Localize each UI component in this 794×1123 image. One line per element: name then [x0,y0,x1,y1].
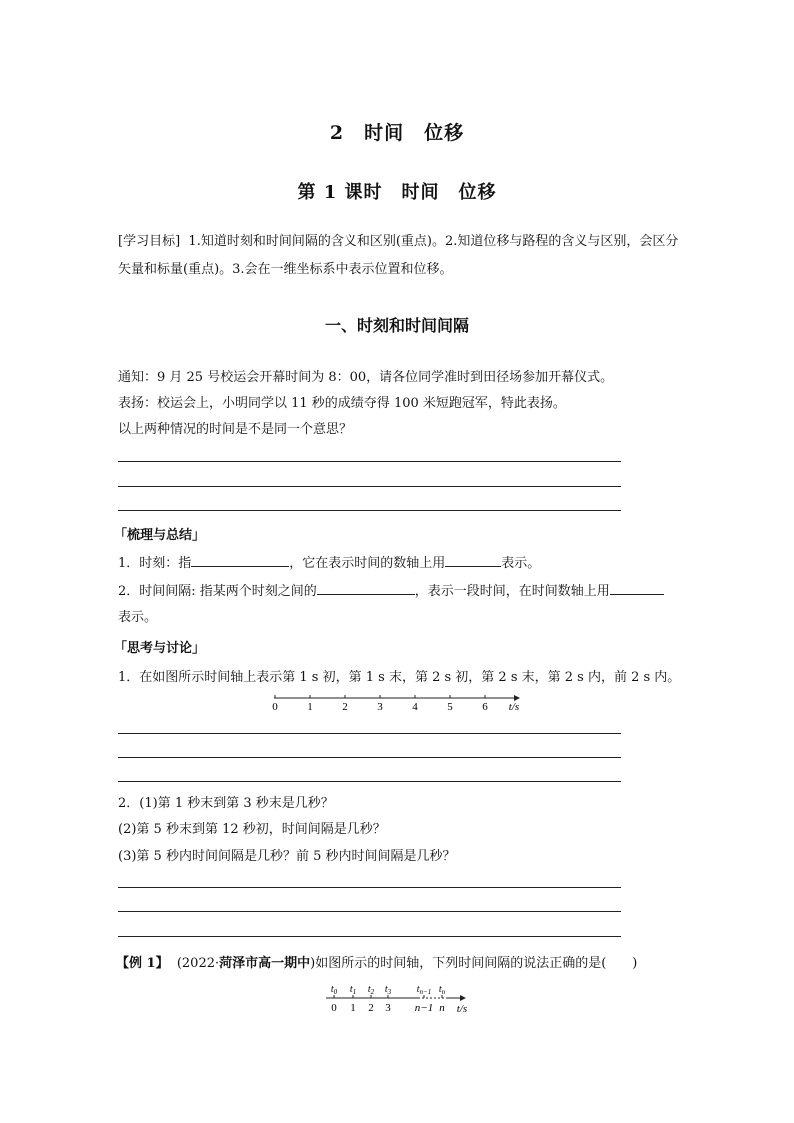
answer-line[interactable] [118,461,621,462]
axis-tick-label: 3 [377,701,383,713]
objectives-label: [学习目标] [118,234,181,249]
axis-unit-label: t/s [508,701,520,713]
discussion-q2: 2．(1)第 1 秒末到第 3 秒末是几秒？ [118,796,334,811]
answer-line[interactable] [118,781,621,782]
axis-top-label: $t_3$ [384,984,392,996]
objectives-text: 1.知道时刻和时间间隔的含义和区别(重点)。2.知道位移与路程的含义与区别，会区分矢量和标量(重点)。3.会在一维坐标系中表示位置和位移。 [118,234,679,277]
axis-bottom-label: 2 [368,1002,374,1014]
summary-item-1-text-b: ，它在表示时间的数轴上用 [289,556,446,571]
intro-question: 以上两种情况的时间是不是同一个意思？ [118,422,353,437]
discussion-heading: 「思考与讨论」 [114,641,206,656]
axis-top-label: $t_0$ [330,984,338,996]
objectives [118,228,680,284]
page-title: 2 时间 位移 [329,122,465,144]
axis-top-label: $t_2$ [367,984,375,996]
summary-heading: 「梳理与总结」 [114,528,206,543]
summary-item-1 [118,552,540,571]
time-axis-2 [318,982,478,1018]
lesson-title: 第 1 课时 时间 位移 [297,182,497,203]
axis-bottom-label: n [439,1002,445,1014]
answer-line[interactable] [118,887,621,888]
axis-bottom-label: 0 [331,1002,337,1014]
time-axis-1 [262,690,532,714]
summary-item-2-text-b: ，表示一段时间，在时间数轴上用 [414,584,610,599]
axis-top-label: $t_n$ [438,984,446,996]
axis-bottom-label: n−1 [414,1002,434,1014]
axis-tick-label: 4 [412,701,418,713]
discussion-q2-3: (3)第 5 秒内时间间隔是几秒？前 5 秒内时间间隔是几秒？ [118,849,456,864]
answer-line[interactable] [118,936,621,937]
axis-tick-label: 1 [307,701,313,713]
axis-arrow [460,995,466,1001]
example-source-c: )如图所示的时间轴，下列时间间隔的说法正确的是( ) [310,956,638,971]
summary-item-1-text-a: 1．时刻：指 [118,556,192,571]
praise-text: 表扬：校运会上，小明同学以 11 秒的成绩夺得 100 米短跑冠军，特此表扬。 [118,396,566,411]
notice-text: 通知：9 月 25 号校运会开幕时间为 8：00，请各位同学准时到田径场参加开幕仪式。 [118,370,614,385]
axis-tick-label: 2 [342,701,348,713]
discussion-q2-2: (2)第 5 秒末到第 12 秒初，时间间隔是几秒？ [118,822,386,837]
answer-line[interactable] [118,757,621,758]
section-title: 一、时刻和时间间隔 [324,316,469,335]
answer-line[interactable] [118,911,621,912]
axis-bottom-label: 3 [385,1002,391,1014]
summary-item-2 [118,580,664,599]
example-1 [116,952,637,971]
axis-unit-label: t/s [456,1003,468,1015]
fill-blank[interactable] [610,582,664,595]
summary-item-1-text-c: 表示。 [501,556,541,571]
summary-item-2-end: 表示。 [118,610,158,625]
axis-tick-label: 6 [482,701,488,713]
axis-top-label: $t_{n-1}$ [416,984,432,996]
axis-top-label: $t_1$ [349,984,357,996]
axis-bottom-label: 1 [350,1002,356,1014]
fill-blank[interactable] [191,554,289,567]
answer-line[interactable] [118,510,621,511]
discussion-q1: 1．在如图所示时间轴上表示第 1 s 初，第 1 s 末，第 2 s 初，第 2 s 末，第 2 s 内，前 2 s 内。 [118,670,681,685]
answer-line[interactable] [118,486,621,487]
example-source-a: (2022· [176,956,220,971]
fill-blank[interactable] [317,582,415,595]
example-label: 【例 1】 [116,956,169,971]
axis-tick-label: 5 [447,701,453,713]
fill-blank[interactable] [445,554,501,567]
example-source-b: 菏泽市高一期中 [219,956,311,971]
summary-item-2-text-a: 2．时间间隔: 指某两个时刻之间的 [118,584,317,599]
axis-tick-label: 0 [272,701,278,713]
answer-line[interactable] [118,733,621,734]
